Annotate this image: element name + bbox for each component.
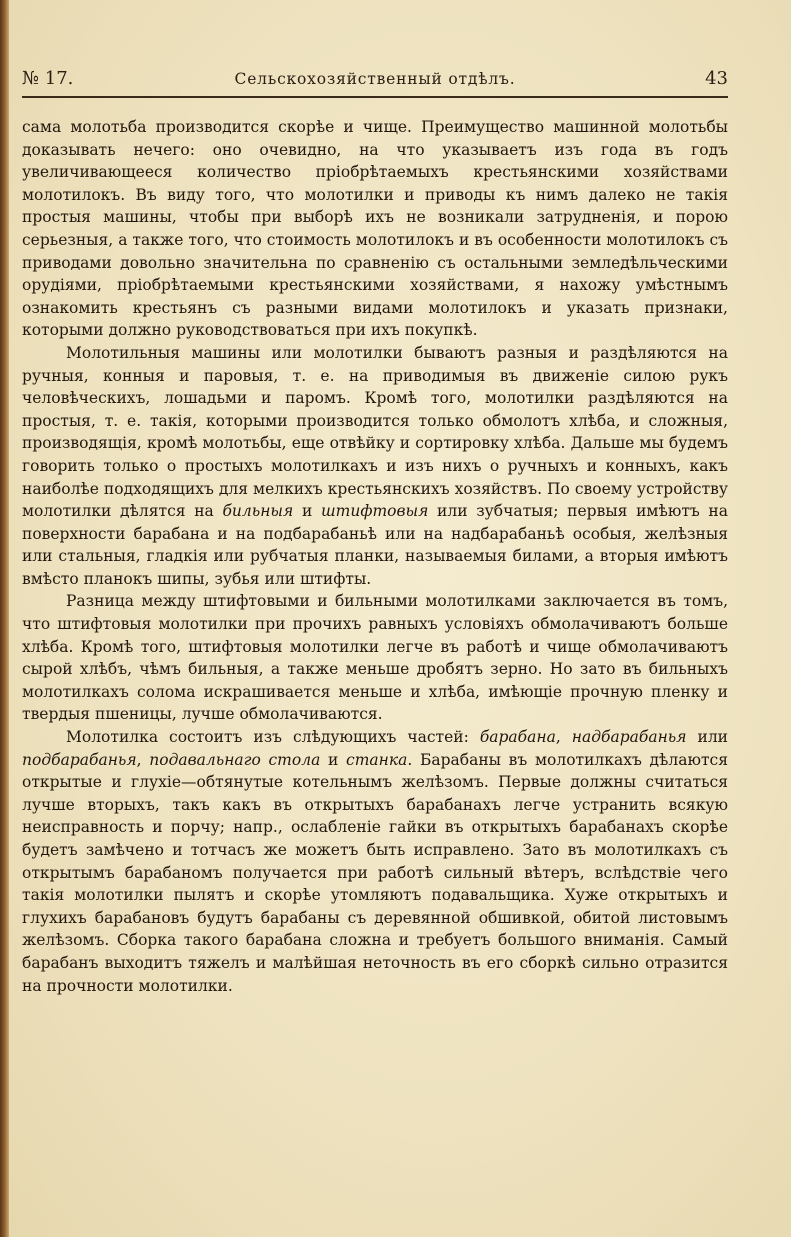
text-run: или зубчатыя; первыя имѣютъ на поверхности барабана и на подбарабаньѣ или на надбарабаньѣ особыя, желѣзныя или стальныя, гладкія или рубчатыя планки, называемыя билами, а вторыя имѣютъ вмѣсто планокъ шипы, зубья или штифты. xyxy=(22,502,728,588)
italic-term: подавальнаго стола xyxy=(149,750,321,769)
page-number: 43 xyxy=(705,68,728,89)
text-run: , xyxy=(136,750,150,769)
italic-term: надбарабанья xyxy=(571,728,687,747)
text-run: Молотильныя машины или молотилки бываютъ разныя и раздѣляются на ручныя, конныя и паровыя, т. е. на приводимыя въ движеніе силою рукъ человѣческихъ, лошадьми и паромъ. Кромѣ того, молотилки раздѣляются на простыя, т. е. такія, которыми производится только обмолотъ хлѣба, и сложныя, производящія, кромѣ молотьбы, еще отвѣйку и сортировку хлѣба. Дальше мы будемъ говорить только о простыхъ молотилкахъ и изъ нихъ о ручныхъ и конныхъ, какъ наиболѣе подходящихъ для мелкихъ крестьянскихъ хозяйствъ. По своему устройству молотилки дѣлятся на xyxy=(22,343,728,521)
paragraph xyxy=(22,342,728,591)
italic-term: бильныя xyxy=(222,502,294,521)
section-title: Сельскохозяйственный отдѣлъ. xyxy=(234,70,516,88)
text-run: или xyxy=(686,728,728,747)
italic-term: штифтовыя xyxy=(320,502,429,521)
running-header xyxy=(22,62,728,92)
text-run: . Барабаны въ молотилкахъ дѣлаются открытые и глухіе—обтянутые котельнымъ желѣзомъ. Первые должны считаться лучше вторыхъ, такъ какъ въ открытыхъ барабанахъ легче устранить всякую неисправность и порчу; напр., ослабленіе гайки въ открытыхъ барабанахъ скорѣе будетъ замѣчено и тотчасъ же можетъ быть исправлено. Зато въ молотилкахъ съ открытымъ барабаномъ получается при работѣ сильный вѣтеръ, вслѣдствіе чего такія молотилки пылятъ и скорѣе утомляютъ подавальщика. Хуже открытыхъ и глухихъ барабановъ будутъ барабаны съ деревянной обшивкой, обитой листовымъ желѣзомъ. Сборка такого барабана сложна и требуетъ большого вниманія. Самый барабанъ выходитъ тяжелъ и малѣйшая неточность въ его сборкѣ сильно отразится на прочности молотилки. xyxy=(22,750,728,995)
text-run: Молотилка состоитъ изъ слѣдующихъ частей: xyxy=(66,728,480,747)
text-run: , xyxy=(555,728,572,747)
issue-number: № 17. xyxy=(22,68,74,89)
text-run: и xyxy=(320,750,347,769)
italic-term: подбарабанья xyxy=(22,750,137,769)
paragraph xyxy=(22,116,728,342)
paragraph xyxy=(22,590,728,726)
italic-term: барабана xyxy=(479,728,556,747)
text-run: сама молотьба производится скорѣе и чище. Преимущество машинной молотьбы доказывать нечего: оно очевидно, на что указываетъ изъ года въ годъ увеличивающееся количество пріобрѣтаемыхъ крестьянскими хозяйствами молотилокъ. Въ виду того, что молотилки и приводы къ нимъ далеко не такія простыя машины, чтобы при выборѣ ихъ не возникали затрудненія, и порою серьезныя, а также того, что стоимость молотилокъ и въ особенности молотилокъ съ приводами довольно значительна по сравненію съ остальными земледѣльческими орудіями, пріобрѣтаемыми крестьянскими хозяйствами, я нахожу умѣстнымъ ознакомить крестьянъ съ разными видами молотилокъ и указать признаки, которыми должно руководствоваться при ихъ покупкѣ. xyxy=(22,118,728,340)
binding-edge xyxy=(0,0,9,1237)
italic-term: станка xyxy=(346,750,408,769)
text-run: Разница между штифтовыми и бильными молотилками заключается въ томъ, что штифтовыя молотилки при прочихъ равныхъ условіяхъ обмолачиваютъ больше хлѣба. Кромѣ того, штифтовыя молотилки легче въ работѣ и чище обмолачиваютъ сырой хлѣбъ, чѣмъ бильныя, а также меньше дробятъ зерно. Но зато въ бильныхъ молотилкахъ солома искрашивается меньше и хлѣба, имѣющіе прочную пленку и твердыя пшеницы, лучше обмолачиваются. xyxy=(22,592,728,724)
header-rule xyxy=(22,96,728,98)
text-run: и xyxy=(293,502,321,521)
article-body xyxy=(22,116,728,997)
paragraph xyxy=(22,726,728,997)
